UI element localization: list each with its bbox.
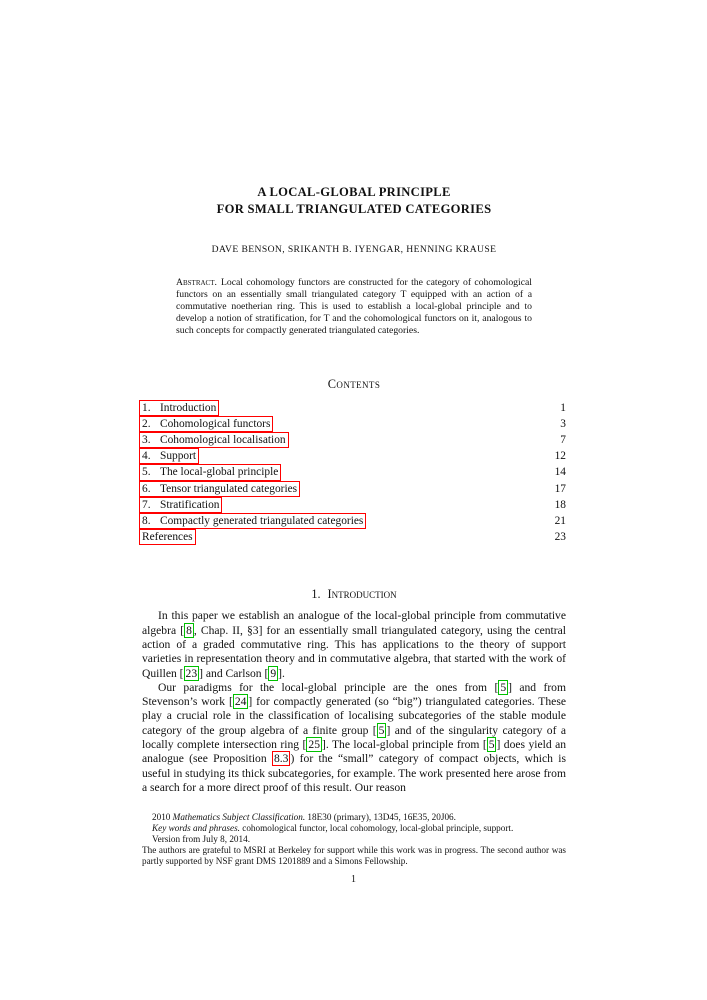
citation-link[interactable]: 23 xyxy=(185,666,198,680)
toc-row xyxy=(142,448,566,464)
text-run: Version from July 8, 2014. xyxy=(152,833,250,844)
footnote xyxy=(142,834,566,845)
paper-content xyxy=(142,0,566,795)
toc-number: 7. xyxy=(142,498,151,511)
toc-page-number: 3 xyxy=(560,417,566,430)
abstract xyxy=(142,277,566,337)
title-line-1: A LOCAL-GLOBAL PRINCIPLE xyxy=(257,185,451,199)
authors: DAVE BENSON, SRIKANTH B. IYENGAR, HENNING KRAUSE xyxy=(211,244,497,255)
text-run: The authors are grateful to MSRI at Berkeley for support while this work was in progress. The second author was partly supported by NSF grant DMS 1201889 and a Simons Fellowship. xyxy=(142,844,566,866)
footnote xyxy=(142,812,566,823)
toc-page-number: 7 xyxy=(560,433,566,446)
footnote-lead: Key words and phrases. xyxy=(152,822,240,833)
toc-page-number: 1 xyxy=(560,401,566,414)
text-run: ] for compactly generated (so “big”) triangulated categories. These play a crucial role in the classification of localising subcategories of the stable module category of the group algebra of a finite group [ xyxy=(142,695,566,737)
citation-link[interactable]: 5 xyxy=(378,723,385,737)
section-heading xyxy=(142,587,566,602)
toc-number: 8. xyxy=(142,514,151,527)
toc-row xyxy=(142,481,566,497)
toc-title: The local-global principle xyxy=(160,466,279,479)
toc-title: References xyxy=(142,531,193,544)
toc-row xyxy=(142,513,566,529)
citation-link[interactable]: 25 xyxy=(308,738,320,752)
toc-page-number: 23 xyxy=(554,531,566,544)
citation-link[interactable]: 5 xyxy=(500,680,507,694)
page-number: 1 xyxy=(351,874,356,885)
paragraph xyxy=(142,681,566,795)
title-line-2: FOR SMALL TRIANGULATED CATEGORIES xyxy=(216,201,492,216)
toc-title: Cohomological localisation xyxy=(160,433,286,446)
toc-page-number: 17 xyxy=(554,482,566,495)
contents-heading: Contents xyxy=(327,376,381,391)
toc-list xyxy=(142,400,566,546)
text-run: Our paradigms for the local-global principle are the ones from [ xyxy=(158,680,499,694)
text-run: , Chap. II, §3] for an essentially small triangulated category, using the central action of a graded commutative ring. This has applications to the theory of support varieties in representation theory and in commutative algebra, that started with the work of Quillen [ xyxy=(142,623,566,680)
toc-link[interactable] xyxy=(139,432,289,448)
text-run: ] does yield an analogue (see Proposition xyxy=(142,738,567,766)
toc-number: 5. xyxy=(142,466,151,479)
text-run: cohomological functor, local cohomology, local-global principle, support. xyxy=(239,822,514,833)
section-title: Introduction xyxy=(327,587,397,602)
paper-title xyxy=(142,184,566,217)
section-number: 1. xyxy=(311,587,321,602)
text-run: ]. The local-global principle from [ xyxy=(321,738,487,752)
footnote xyxy=(142,845,566,867)
text-run: 2010 xyxy=(152,812,173,822)
toc-number: 1. xyxy=(142,401,151,414)
toc-title: Introduction xyxy=(160,401,217,414)
toc-title: Stratification xyxy=(160,498,220,511)
toc-row xyxy=(142,497,566,513)
toc-link[interactable] xyxy=(139,416,273,432)
toc-page-number: 18 xyxy=(554,498,566,511)
toc-link[interactable] xyxy=(139,448,199,464)
text-run: ] and of the singularity category of a locally complete intersection ring [ xyxy=(142,723,566,752)
toc-number: 6. xyxy=(142,482,151,495)
internal-ref-link[interactable]: 8.3 xyxy=(273,752,289,766)
text-run: ] and Carlson [ xyxy=(199,666,269,680)
footnote xyxy=(142,823,566,834)
abstract-label: Abstract. xyxy=(176,277,217,288)
footnote-lead: Mathematics Subject Classification. xyxy=(172,812,306,822)
text-run: 18E30 (primary), 13D45, 16E35, 20J06. xyxy=(305,812,456,822)
toc-link[interactable] xyxy=(139,529,196,545)
toc-page-number: 12 xyxy=(554,450,566,463)
toc-title: Cohomological functors xyxy=(160,417,271,430)
text-run: ]. xyxy=(278,666,285,680)
toc-link[interactable] xyxy=(139,481,300,497)
toc-link[interactable] xyxy=(139,497,222,513)
introduction-body xyxy=(142,609,566,795)
toc-title: Tensor triangulated categories xyxy=(160,482,298,495)
citation-link[interactable]: 8 xyxy=(186,623,192,637)
toc-number: 2. xyxy=(142,417,151,430)
abstract-text: Local cohomology functors are constructed for the category of cohomological functors on an essentially small triangulated category T equipped with an action of a commutative noetherian ring. This is used to establish a local-global principle and to develop a notion of stratification, for T and the cohomological functors on it, analogous to such concepts for compactly generated triangulated categories. xyxy=(176,277,532,336)
citation-link[interactable]: 5 xyxy=(488,738,495,752)
toc-link[interactable] xyxy=(139,400,219,416)
toc-link[interactable] xyxy=(139,513,366,529)
toc-title: Compactly generated triangulated categories xyxy=(160,514,364,527)
toc-number: 3. xyxy=(142,433,151,446)
toc-row xyxy=(142,400,566,416)
text-run: ) for the “small” category of compact objects, which is useful in studying its thick subcategories, for example. The work presented here arose from a search for a more direct proof of this result. Our reason xyxy=(142,752,566,794)
toc-row xyxy=(142,416,566,432)
footnotes xyxy=(142,812,566,867)
toc-page-number: 21 xyxy=(554,514,566,527)
text-run: ] and from Stevenson’s work [ xyxy=(142,680,566,709)
toc-row xyxy=(142,464,566,480)
citation-link[interactable]: 9 xyxy=(270,666,277,680)
text-run: In this paper we establish an analogue of the local-global principle from commutative algebra [ xyxy=(142,609,566,637)
toc-title: Support xyxy=(160,450,197,463)
citation-link[interactable]: 24 xyxy=(234,695,247,709)
toc-link[interactable] xyxy=(139,464,281,480)
toc-page-number: 14 xyxy=(554,466,566,479)
toc-row xyxy=(142,432,566,448)
paragraph xyxy=(142,609,566,680)
toc-number: 4. xyxy=(142,450,151,463)
toc-row xyxy=(142,529,566,545)
